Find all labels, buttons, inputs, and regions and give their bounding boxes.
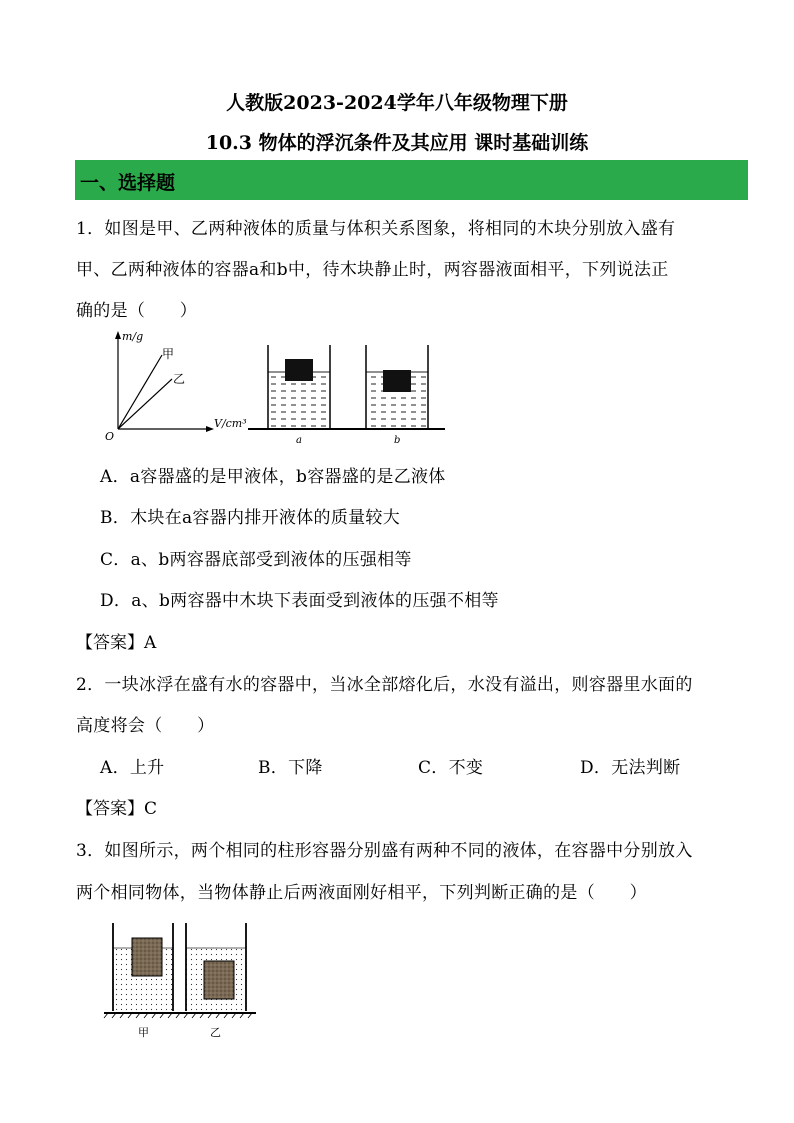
question-1-option-d: D．a、b两容器中木块下表面受到液体的压强不相等 [100, 591, 499, 611]
container-jia-object [132, 938, 162, 976]
question-1-line-3: 确的是（ ） [76, 301, 198, 321]
container-yi-object [204, 961, 234, 999]
question-2-line-2: 高度将会（ ） [76, 716, 215, 736]
question-3-line-2: 两个相同物体，当物体静止后两液面刚好相平，下列判断正确的是（ ） [76, 883, 647, 903]
question-3-figure [100, 918, 260, 1043]
question-2-option-c: C．不变 [418, 758, 484, 778]
origin-label: O [105, 430, 115, 443]
question-1-option-c: C．a、b两容器底部受到液体的压强相等 [100, 550, 412, 570]
x-axis-arrow [206, 426, 214, 432]
line-yi-label: 乙 [173, 372, 186, 386]
container-yi-label: 乙 [210, 1026, 221, 1039]
y-axis-label: m/g [122, 330, 144, 343]
section-title: 一、选择题 [80, 172, 176, 194]
question-1-option-a: A．a容器盛的是甲液体，b容器盛的是乙液体 [100, 467, 446, 487]
container-a-label: a [296, 435, 302, 446]
question-2-option-d: D．无法判断 [580, 758, 681, 778]
question-1-line-1: 1．如图是甲、乙两种液体的质量与体积关系图象，将相同的木块分别放入盛有 [76, 219, 676, 239]
line-jia-label: 甲 [162, 347, 175, 361]
x-axis-label: V/cm³ [214, 417, 247, 430]
question-1-option-b: B．木块在a容器内排开液体的质量较大 [100, 508, 401, 528]
question-1-answer: 【答案】A [76, 633, 157, 653]
container-jia-label: 甲 [138, 1026, 149, 1039]
container-a-block [285, 359, 313, 381]
page-title: 人教版2023-2024学年八年级物理下册 [226, 92, 568, 114]
section-header-bar [75, 160, 748, 200]
page-subtitle: 10.3 物体的浮沉条件及其应用 课时基础训练 [205, 132, 589, 154]
line-yi [118, 379, 172, 429]
question-2-option-a: A．上升 [100, 758, 165, 778]
question-2-option-b: B．下降 [258, 758, 323, 778]
question-1-line-2: 甲、乙两种液体的容器a和b中，待木块静止时，两容器液面相平，下列说法正 [76, 260, 669, 280]
question-2-line-1: 2．一块冰浮在盛有水的容器中，当冰全部熔化后，水没有溢出，则容器里水面的 [76, 675, 693, 695]
question-3-line-1: 3．如图所示，两个相同的柱形容器分别盛有两种不同的液体，在容器中分别放入 [76, 841, 693, 861]
question-1-figure [100, 325, 460, 450]
question-2-answer: 【答案】C [76, 799, 158, 819]
line-jia [118, 355, 162, 429]
container-b-block [383, 370, 411, 392]
container-b-label: b [394, 435, 401, 446]
y-axis-arrow [115, 331, 121, 339]
